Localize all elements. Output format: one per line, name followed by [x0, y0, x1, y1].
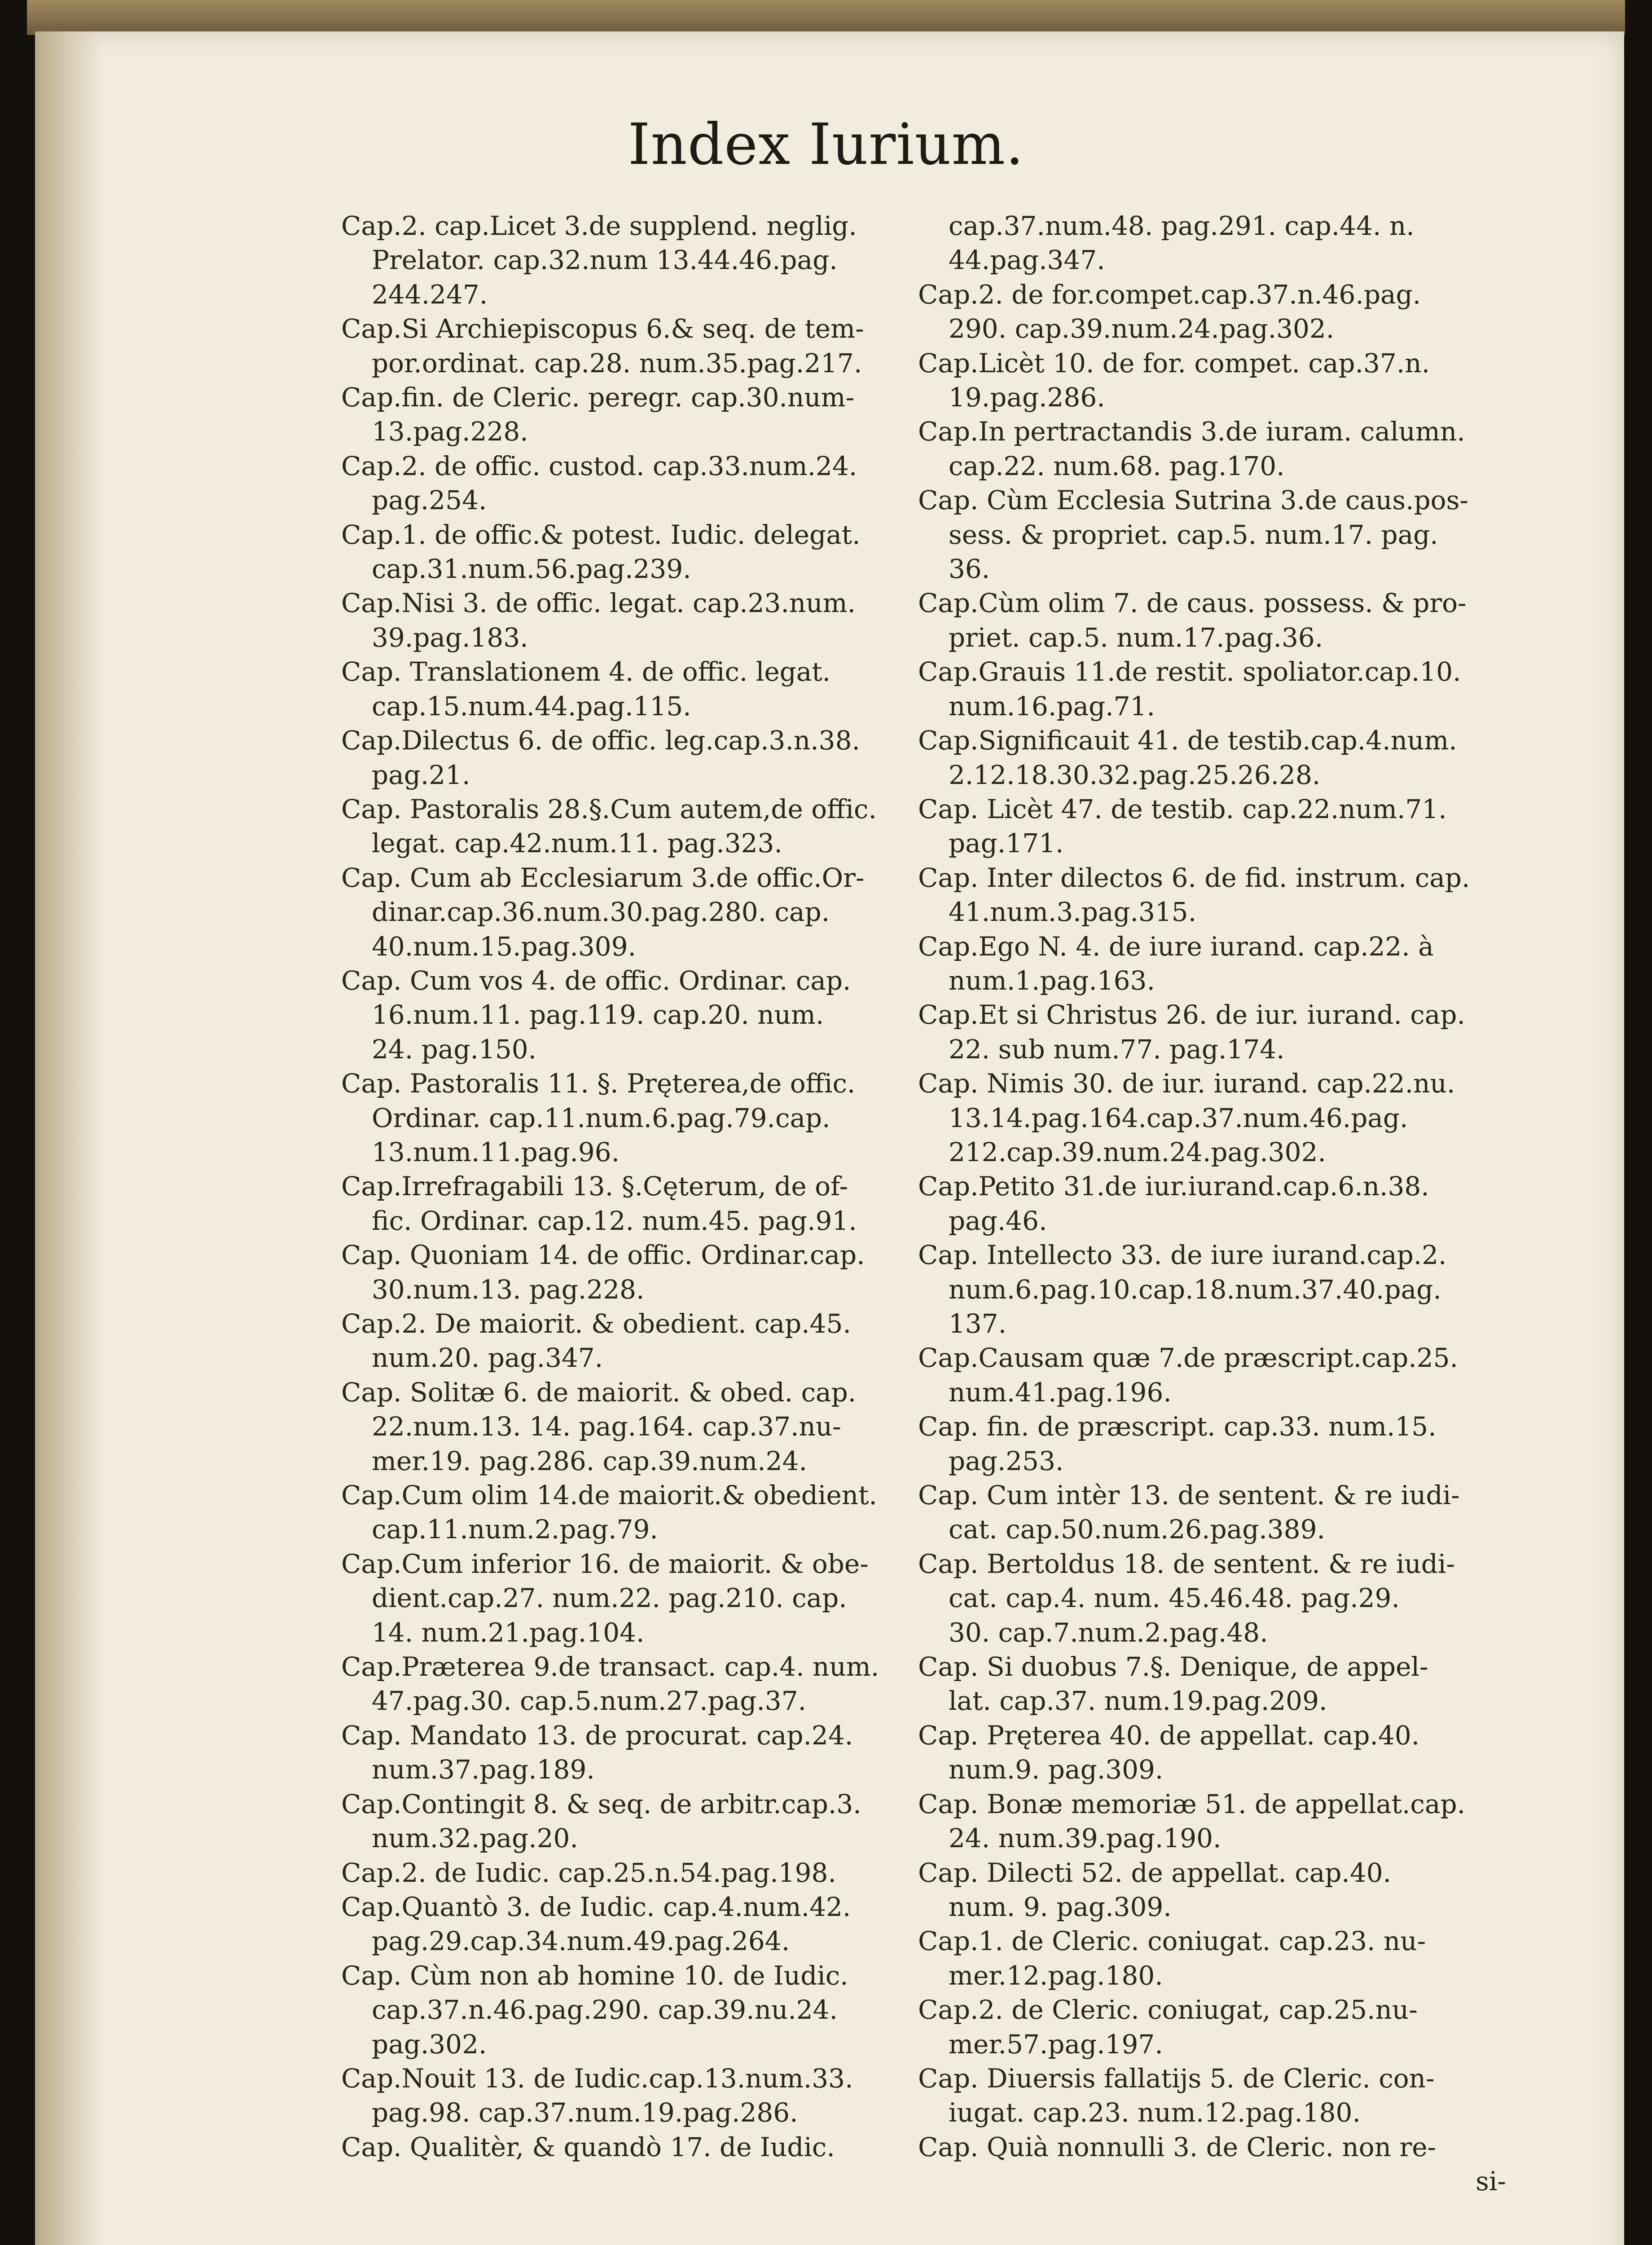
index-line: 19.pag.286.: [949, 382, 1105, 413]
index-line: pag.171.: [949, 828, 1064, 859]
index-line: Cap.2. de for.compet.cap.37.n.46.pag.: [918, 279, 1421, 310]
index-line: Cap. Cum ab Ecclesiarum 3.de offic.Or-: [341, 862, 865, 893]
index-line: pag.302.: [372, 2029, 487, 2060]
index-line: Cap.2. de offic. custod. cap.33.num.24.: [341, 450, 857, 481]
index-line: Cap. Pastoralis 28.§.Cum autem,de offic.: [341, 793, 877, 824]
index-line: Cap. Mandato 13. de procurat. cap.24.: [341, 1720, 853, 1751]
index-line: iugat. cap.23. num.12.pag.180.: [949, 2097, 1361, 2128]
index-line: cap.11.num.2.pag.79.: [372, 1514, 658, 1545]
index-line: Cap. Cùm Ecclesia Sutrina 3.de caus.pos-: [918, 485, 1468, 516]
index-line: 13.num.11.pag.96.: [372, 1136, 620, 1167]
index-line: 24. pag.150.: [372, 1034, 537, 1065]
page-gutter-shadow: [35, 31, 102, 2245]
page-heading: Index Iurium.: [628, 111, 1024, 177]
index-line: Cap. Cum vos 4. de offic. Ordinar. cap.: [341, 965, 851, 996]
index-line: 13.14.pag.164.cap.37.num.46.pag.: [949, 1102, 1408, 1133]
index-line: Cap.Irrefragabili 13. §.Cęterum, de of-: [341, 1171, 848, 1202]
index-line: Cap.2. De maiorit. & obedient. cap.45.: [341, 1308, 851, 1339]
index-line: priet. cap.5. num.17.pag.36.: [949, 622, 1323, 653]
index-line: por.ordinat. cap.28. num.35.pag.217.: [372, 348, 862, 379]
index-line: Cap.fin. de Cleric. peregr. cap.30.num-: [341, 382, 855, 413]
index-line: pag.29.cap.34.num.49.pag.264.: [372, 1926, 790, 1957]
index-line: Cap.Cum inferior 16. de maiorit. & obe-: [341, 1548, 869, 1579]
index-line: Cap. Nimis 30. de iur. iurand. cap.22.nu.: [918, 1068, 1455, 1099]
book-top-edge: [27, 0, 1625, 35]
index-line: Cap.Et si Christus 26. de iur. iurand. cap.: [918, 999, 1465, 1030]
index-line: Cap.Contingit 8. & seq. de arbitr.cap.3.: [341, 1788, 861, 1819]
index-line: Cap.Significauit 41. de testib.cap.4.num.: [918, 725, 1457, 756]
index-line: Cap. Pręterea 40. de appellat. cap.40.: [918, 1720, 1420, 1751]
index-line: sess. & propriet. cap.5. num.17. pag.: [949, 519, 1438, 550]
index-line: Cap. Bertoldus 18. de sentent. & re iudi-: [918, 1548, 1455, 1579]
index-line: Ordinar. cap.11.num.6.pag.79.cap.: [372, 1102, 830, 1133]
index-line: Cap. Dilecti 52. de appellat. cap.40.: [918, 1857, 1392, 1888]
index-line: Cap.Cum olim 14.de maiorit.& obedient.: [341, 1480, 877, 1511]
index-line: num.41.pag.196.: [949, 1377, 1172, 1408]
index-line: pag.253.: [949, 1445, 1064, 1476]
index-line: Cap.2. cap.Licet 3.de supplend. neglig.: [341, 211, 857, 241]
index-line: 14. num.21.pag.104.: [372, 1617, 645, 1648]
index-line: Cap.In pertractandis 3.de iuram. calumn.: [918, 416, 1465, 447]
index-line: cat. cap.50.num.26.pag.389.: [949, 1514, 1325, 1545]
index-line: num. 9. pag.309.: [949, 1891, 1172, 1922]
index-line: Cap. Diuersis fallatijs 5. de Cleric. con-: [918, 2063, 1435, 2094]
index-line: 36.: [949, 554, 990, 585]
index-line: Cap.Nisi 3. de offic. legat. cap.23.num.: [341, 588, 856, 619]
index-line: dient.cap.27. num.22. pag.210. cap.: [372, 1583, 847, 1614]
index-line: Cap. Cum intèr 13. de sentent. & re iudi-: [918, 1480, 1460, 1511]
index-line: num.6.pag.10.cap.18.num.37.40.pag.: [949, 1274, 1441, 1305]
index-line: mer.19. pag.286. cap.39.num.24.: [372, 1445, 807, 1476]
index-line: dinar.cap.36.num.30.pag.280. cap.: [372, 897, 830, 928]
index-line: num.9. pag.309.: [949, 1754, 1164, 1785]
index-line: Cap.Nouit 13. de Iudic.cap.13.num.33.: [341, 2063, 853, 2094]
index-line: Cap.Cùm olim 7. de caus. possess. & pro-: [918, 588, 1467, 619]
index-line: 47.pag.30. cap.5.num.27.pag.37.: [372, 1686, 807, 1717]
index-line: Cap. Qualitèr, & quandò 17. de Iudic.: [341, 2131, 835, 2162]
index-line: Cap. Solitæ 6. de maiorit. & obed. cap.: [341, 1377, 857, 1408]
index-line: Cap.1. de Cleric. coniugat. cap.23. nu-: [918, 1926, 1426, 1957]
index-line: Cap. Quoniam 14. de offic. Ordinar.cap.: [341, 1240, 865, 1271]
index-line: 290. cap.39.num.24.pag.302.: [949, 313, 1335, 344]
index-line: Cap. Quià nonnulli 3. de Cleric. non re-: [918, 2131, 1437, 2162]
index-line: Cap.Causam quæ 7.de præscript.cap.25.: [918, 1343, 1458, 1373]
index-line: 137.: [949, 1308, 1007, 1339]
index-line: Cap.Si Archiepiscopus 6.& seq. de tem-: [341, 313, 864, 344]
index-line: 40.num.15.pag.309.: [372, 931, 637, 962]
index-line: 16.num.11. pag.119. cap.20. num.: [372, 999, 824, 1030]
index-line: 30.num.13. pag.228.: [372, 1274, 645, 1305]
index-column-right: [918, 209, 1506, 2199]
index-line: 41.num.3.pag.315.: [949, 897, 1197, 928]
index-line: lat. cap.37. num.19.pag.209.: [949, 1686, 1327, 1717]
index-line: legat. cap.42.num.11. pag.323.: [372, 828, 782, 859]
index-line: Cap. Pastoralis 11. §. Pręterea,de offic.: [341, 1068, 856, 1099]
index-line: pag.254.: [372, 485, 487, 516]
index-line: 212.cap.39.num.24.pag.302.: [949, 1136, 1326, 1167]
index-line: cap.31.num.56.pag.239.: [372, 554, 691, 585]
index-line: num.20. pag.347.: [372, 1343, 603, 1373]
index-line: Cap.Licèt 10. de for. compet. cap.37.n.: [918, 348, 1430, 379]
index-line: mer.57.pag.197.: [949, 2029, 1163, 2060]
index-line: cat. cap.4. num. 45.46.48. pag.29.: [949, 1583, 1400, 1614]
index-line: Cap.2. de Cleric. coniugat, cap.25.nu-: [918, 1994, 1418, 2025]
index-line: Cap. Intellecto 33. de iure iurand.cap.2.: [918, 1240, 1447, 1271]
index-line: 13.pag.228.: [372, 416, 528, 447]
index-line: mer.12.pag.180.: [949, 1960, 1163, 1991]
index-line: Cap.1. de offic.& potest. Iudic. delegat.: [341, 519, 861, 550]
index-line: 39.pag.183.: [372, 622, 528, 653]
index-line: pag.21.: [372, 759, 470, 790]
index-line: num.32.pag.20.: [372, 1823, 578, 1854]
index-line: 22.num.13. 14. pag.164. cap.37.nu-: [372, 1411, 841, 1442]
index-line: Cap. Licèt 47. de testib. cap.22.num.71.: [918, 793, 1447, 824]
index-line: 24. num.39.pag.190.: [949, 1823, 1221, 1854]
index-line: Cap.Quantò 3. de Iudic. cap.4.num.42.: [341, 1891, 851, 1922]
index-line: Cap.Dilectus 6. de offic. leg.cap.3.n.38.: [341, 725, 860, 756]
index-line: Cap. Bonæ memoriæ 51. de appellat.cap.: [918, 1788, 1466, 1819]
index-line: Cap.2. de Iudic. cap.25.n.54.pag.198.: [341, 1857, 836, 1888]
index-line: 22. sub num.77. pag.174.: [949, 1034, 1285, 1065]
index-line: Cap. Si duobus 7.§. Denique, de appel-: [918, 1651, 1428, 1682]
index-line: cap.37.n.46.pag.290. cap.39.nu.24.: [372, 1994, 838, 2025]
index-column-left: [341, 209, 929, 2164]
index-line: cap.37.num.48. pag.291. cap.44. n.: [949, 211, 1415, 241]
index-line: Prelator. cap.32.num 13.44.46.pag.: [372, 245, 838, 276]
index-line: Cap.Petito 31.de iur.iurand.cap.6.n.38.: [918, 1171, 1429, 1202]
index-line: 44.pag.347.: [949, 245, 1105, 276]
index-line: pag.98. cap.37.num.19.pag.286.: [372, 2097, 798, 2128]
index-line: num.37.pag.189.: [372, 1754, 595, 1785]
index-line: 2.12.18.30.32.pag.25.26.28.: [949, 759, 1321, 790]
index-line: Cap. Translationem 4. de offic. legat.: [341, 656, 831, 687]
index-line: pag.46.: [949, 1205, 1047, 1236]
index-line: 30. cap.7.num.2.pag.48.: [949, 1617, 1268, 1648]
index-line: Cap.Præterea 9.de transact. cap.4. num.: [341, 1651, 879, 1682]
index-line: Cap. Inter dilectos 6. de fid. instrum. cap.: [918, 862, 1470, 893]
index-line: Cap. Cùm non ab homine 10. de Iudic.: [341, 1960, 848, 1991]
index-line: num.1.pag.163.: [949, 965, 1155, 996]
index-line: num.16.pag.71.: [949, 691, 1155, 722]
index-line: Cap. fin. de præscript. cap.33. num.15.: [918, 1411, 1437, 1442]
index-line: Cap.Ego N. 4. de iure iurand. cap.22. à: [918, 931, 1434, 962]
index-line: si-: [1476, 2166, 1506, 2197]
index-line: cap.15.num.44.pag.115.: [372, 691, 691, 722]
index-line: cap.22. num.68. pag.170.: [949, 450, 1285, 481]
index-line: fic. Ordinar. cap.12. num.45. pag.91.: [372, 1205, 857, 1236]
index-line: Cap.Grauis 11.de restit. spoliator.cap.10.: [918, 656, 1461, 687]
index-line: 244.247.: [372, 279, 488, 310]
